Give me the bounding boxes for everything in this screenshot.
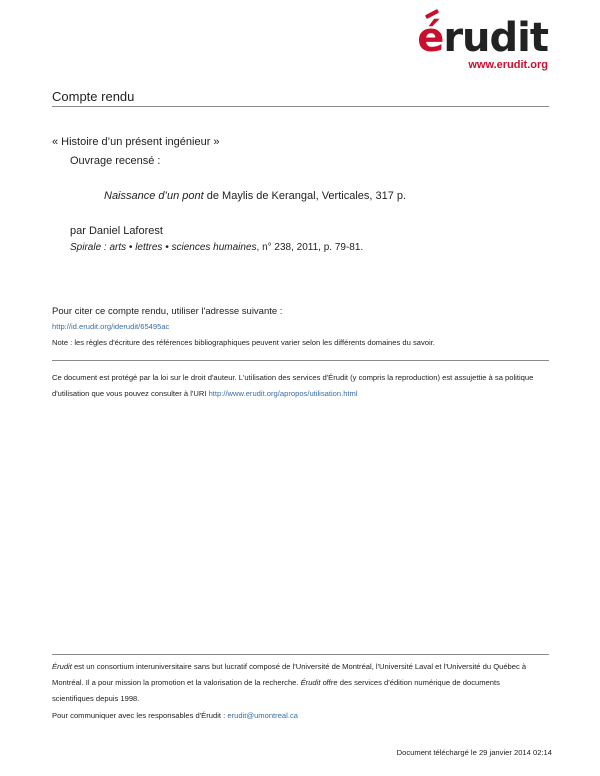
rights-line-2-prefix: d'utilisation que vous pouvez consulter à l'URI xyxy=(52,389,209,398)
article-title: « Histoire d’un présent ingénieur » xyxy=(52,136,220,148)
reviewed-label: Ouvrage recensé : xyxy=(70,155,161,167)
erudit-logo xyxy=(417,15,548,71)
logo-e: é xyxy=(417,15,444,61)
journal-name: Spirale : arts • lettres • sciences humaines xyxy=(70,242,257,253)
rights-line-1: Ce document est protégé par la loi sur le droit d'auteur. L'utilisation des services d'Érudit (y compris la reproduction) est assujettie à sa politique xyxy=(52,373,534,382)
footer-line-2-b: offre des services d'édition numérique de documents xyxy=(320,678,500,687)
reviewed-book xyxy=(104,190,406,202)
header-rule xyxy=(52,106,549,107)
download-timestamp: Document téléchargé le 29 janvier 2014 02:14 xyxy=(396,748,552,757)
author-line: par Daniel Laforest xyxy=(70,225,163,237)
footer-line-3: scientifiques depuis 1998. xyxy=(52,694,140,703)
policy-link[interactable]: http://www.erudit.org/apropos/utilisation.html xyxy=(208,389,358,398)
book-details: de Maylis de Kerangal, Verticales, 317 p. xyxy=(203,190,407,202)
footer-line-2 xyxy=(52,678,500,687)
rights-line-2 xyxy=(52,389,358,398)
logo-rest: rudit xyxy=(443,15,548,61)
journal-reference xyxy=(70,242,363,253)
footer-contact xyxy=(52,711,298,720)
logo-url[interactable]: www.erudit.org xyxy=(468,59,548,71)
contact-prefix: Pour communiquer avec les responsables d'Érudit : xyxy=(52,711,228,720)
book-title: Naissance d’un pont xyxy=(104,190,204,202)
cite-note: Note : les règles d'écriture des références bibliographiques peuvent varier selon les différents domaines du savoir. xyxy=(52,338,435,347)
journal-details: , n° 238, 2011, p. 79-81. xyxy=(256,242,364,253)
footer-line-1 xyxy=(52,662,526,671)
footer-line-1-text: est un consortium interuniversitaire sans but lucratif composé de l'Université de Montréal, l'Université Laval et l'Université du Québec à xyxy=(71,662,527,671)
cite-heading: Pour citer ce compte rendu, utiliser l'adresse suivante : xyxy=(52,306,283,317)
footer-line-2-a: Montréal. Il a pour mission la promotion et la valorisation de la recherche. xyxy=(52,678,301,687)
logo-wordmark xyxy=(417,15,548,61)
contact-email-link[interactable]: erudit@umontreal.ca xyxy=(227,711,298,720)
footer-brand: Érudit xyxy=(52,662,72,671)
divider-rule-1 xyxy=(52,360,549,361)
document-type: Compte rendu xyxy=(52,89,135,104)
divider-rule-2 xyxy=(52,654,549,655)
cite-url[interactable]: http://id.erudit.org/iderudit/65495ac xyxy=(52,322,170,331)
footer-brand-2: Érudit xyxy=(300,678,321,687)
